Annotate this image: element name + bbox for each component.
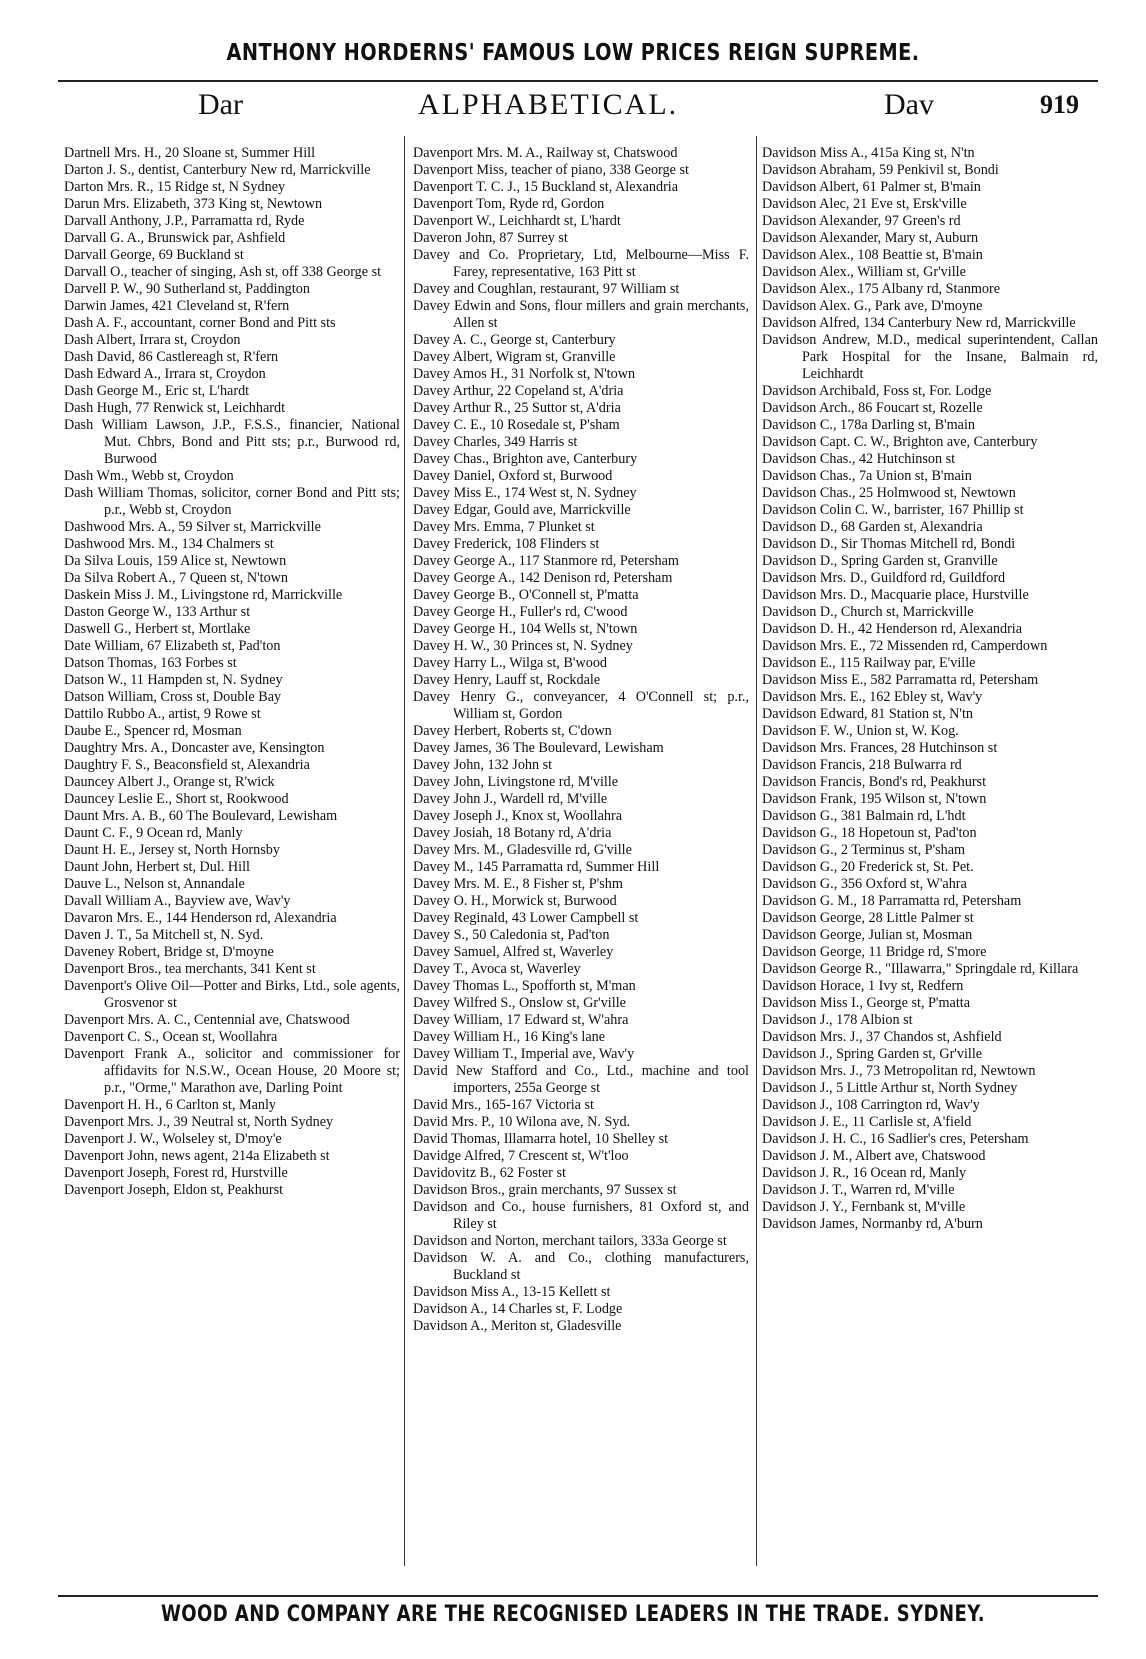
directory-entry: Davidson Alec, 21 Eve st, Ersk'ville	[762, 196, 967, 212]
directory-entry: Davey William T., Imperial ave, Wav'y	[413, 1046, 635, 1062]
directory-entry: Davidson Abraham, 59 Penkivil st, Bondi	[762, 162, 999, 178]
directory-entry: Davey Henry, Lauff st, Rockdale	[413, 672, 601, 688]
directory-entry: Davenport Mrs. M. A., Railway st, Chatswood	[413, 145, 678, 161]
column-divider	[404, 136, 405, 1566]
directory-entry: Davey Daniel, Oxford st, Burwood	[413, 468, 613, 484]
listing-column-3	[762, 145, 1098, 1233]
directory-entry: Davey Miss E., 174 West st, N. Sydney	[413, 485, 637, 501]
directory-entry: Davenport W., Leichhardt st, L'hardt	[413, 213, 621, 229]
directory-entry: Dash Edward A., Irrara st, Croydon	[64, 366, 266, 382]
directory-entry: Davidson Alexander, 97 Green's rd	[762, 213, 961, 229]
column-divider	[756, 136, 757, 1566]
directory-entry: Davey Charles, 349 Harris st	[413, 434, 578, 450]
directory-entry: Davidson J. Y., Fernbank st, M'ville	[762, 1199, 966, 1215]
directory-entry: Davidson J. T., Warren rd, M'ville	[762, 1182, 955, 1198]
directory-entry: Date William, 67 Elizabeth st, Pad'ton	[64, 638, 281, 654]
directory-entry: Davidson D., Spring Garden st, Granville	[762, 553, 998, 569]
directory-entry: Davey Chas., Brighton ave, Canterbury	[413, 451, 638, 467]
directory-entry: Da Silva Louis, 159 Alice st, Newtown	[64, 553, 287, 569]
directory-entry: Dash George M., Eric st, L'hardt	[64, 383, 250, 399]
directory-entry: Davey Frederick, 108 Flinders st	[413, 536, 600, 552]
directory-entry: Datson W., 11 Hampden st, N. Sydney	[64, 672, 283, 688]
directory-entry: Davey Arthur, 22 Copeland st, A'dria	[413, 383, 624, 399]
directory-entry: Davey M., 145 Parramatta rd, Summer Hill	[413, 859, 660, 875]
directory-entry: Darvall Anthony, J.P., Parramatta rd, Ryde	[64, 213, 305, 229]
directory-entry: Davidson Miss A., 13-15 Kellett st	[413, 1284, 611, 1300]
directory-entry: Davey Edwin and Sons, flour millers and grain merchants, Allen st	[413, 298, 749, 331]
directory-entry: Davidson Mrs. D., Macquarie place, Hurstville	[762, 587, 1029, 603]
directory-entry: David Thomas, Illamarra hotel, 10 Shelley st	[413, 1131, 669, 1147]
directory-entry: Davidson G., 18 Hopetoun st, Pad'ton	[762, 825, 977, 841]
directory-entry: Davey George B., O'Connell st, P'matta	[413, 587, 639, 603]
directory-entry: Davidson Horace, 1 Ivy st, Redfern	[762, 978, 964, 994]
directory-entry: Davey Herbert, Roberts st, C'down	[413, 723, 612, 739]
directory-entry: Darvall George, 69 Buckland st	[64, 247, 244, 263]
directory-entry: Davidson C., 178a Darling st, B'main	[762, 417, 975, 433]
directory-entry: Davidson J., 108 Carrington rd, Wav'y	[762, 1097, 980, 1113]
directory-entry: Davidson Capt. C. W., Brighton ave, Canterbury	[762, 434, 1038, 450]
right-guide-word: Dav	[884, 88, 934, 121]
directory-entry: Davey John, 132 John st	[413, 757, 553, 773]
directory-entry: Davenport John, news agent, 214a Elizabeth st	[64, 1148, 330, 1164]
directory-entry: Davidson J. E., 11 Carlisle st, A'field	[762, 1114, 972, 1130]
directory-entry: Davidson Chas., 25 Holmwood st, Newtown	[762, 485, 1016, 501]
directory-entry: Davey John, Livingstone rd, M'ville	[413, 774, 619, 790]
directory-entry: Darvell P. W., 90 Sutherland st, Paddington	[64, 281, 310, 297]
directory-entry: Davey Thomas L., Spofforth st, M'man	[413, 978, 636, 994]
directory-entry: Daube E., Spencer rd, Mosman	[64, 723, 242, 739]
directory-entry: Davidson Colin C. W., barrister, 167 Phillip st	[762, 502, 1024, 518]
directory-entry: Davidson Alex., 175 Albany rd, Stanmore	[762, 281, 1001, 297]
header-rule	[58, 80, 1098, 82]
directory-entry: Davidson George, Julian st, Mosman	[762, 927, 973, 943]
directory-entry: Davidson D., Church st, Marrickville	[762, 604, 974, 620]
directory-entry: Davenport Joseph, Forest rd, Hurstville	[64, 1165, 288, 1181]
directory-entry: Davidson J., Spring Garden st, Gr'ville	[762, 1046, 983, 1062]
directory-entry: Davenport J. W., Wolseley st, D'moy'e	[64, 1131, 282, 1147]
directory-entry: Davidson E., 115 Railway par, E'ville	[762, 655, 976, 671]
directory-entry: Daveron John, 87 Surrey st	[413, 230, 568, 246]
directory-entry: Dash William Lawson, J.P., F.S.S., financier, National Mut. Chbrs, Bond and Pitt sts; p.r., Burwood rd, Burwood	[64, 417, 400, 467]
directory-entry: Davidson and Co., house furnishers, 81 Oxford st, and Riley st	[413, 1199, 749, 1232]
directory-entry: Davenport Frank A., solicitor and commissioner for affidavits for N.S.W., Ocean House, 20 Moore st; p.r., "Orme," Marathon ave, Darling Point	[64, 1046, 400, 1096]
directory-entry: Davey Reginald, 43 Lower Campbell st	[413, 910, 639, 926]
directory-entry: Davenport T. C. J., 15 Buckland st, Alexandria	[413, 179, 679, 195]
directory-entry: Davenport's Olive Oil—Potter and Birks, Ltd., sole agents, Grosvenor st	[64, 978, 400, 1011]
directory-entry: Davey H. W., 30 Princes st, N. Sydney	[413, 638, 633, 654]
directory-entry: Davidson F. W., Union st, W. Kog.	[762, 723, 959, 739]
directory-entry: Daveney Robert, Bridge st, D'moyne	[64, 944, 274, 960]
directory-entry: Darwin James, 421 Cleveland st, R'fern	[64, 298, 290, 314]
directory-entry: Dash David, 86 Castlereagh st, R'fern	[64, 349, 279, 365]
directory-entry: Davidson G., 381 Balmain rd, L'hdt	[762, 808, 966, 824]
directory-entry: Davenport Miss, teacher of piano, 338 George st	[413, 162, 689, 178]
directory-entry: Davall William A., Bayview ave, Wav'y	[64, 893, 291, 909]
directory-entry: Dash A. F., accountant, corner Bond and Pitt sts	[64, 315, 336, 331]
directory-entry: Davey George A., 117 Stanmore rd, Petersham	[413, 553, 679, 569]
directory-entry: Daunt John, Herbert st, Dul. Hill	[64, 859, 250, 875]
directory-entry: Davidson Mrs. E., 162 Ebley st, Wav'y	[762, 689, 983, 705]
directory-entry: Dash Wm., Webb st, Croydon	[64, 468, 234, 484]
directory-entry: Davidson Mrs. E., 72 Missenden rd, Camperdown	[762, 638, 1048, 654]
directory-entry: Davey George A., 142 Denison rd, Petersham	[413, 570, 673, 586]
directory-entry: Davidson Bros., grain merchants, 97 Sussex st	[413, 1182, 677, 1198]
directory-entry: Davey Joseph J., Knox st, Woollahra	[413, 808, 623, 824]
directory-entry: Davidson Chas., 42 Hutchinson st	[762, 451, 956, 467]
directory-entry: Davidson G., 356 Oxford st, W'ahra	[762, 876, 967, 892]
directory-entry: Daunt C. F., 9 Ocean rd, Manly	[64, 825, 243, 841]
directory-entry: Dash Hugh, 77 Renwick st, Leichhardt	[64, 400, 286, 416]
directory-entry: Datson Thomas, 163 Forbes st	[64, 655, 237, 671]
directory-entry: Daughtry F. S., Beaconsfield st, Alexandria	[64, 757, 310, 773]
directory-entry: Davidson Francis, Bond's rd, Peakhurst	[762, 774, 987, 790]
directory-entry: Dash Albert, Irrara st, Croydon	[64, 332, 241, 348]
directory-entry: Daven J. T., 5a Mitchell st, N. Syd.	[64, 927, 264, 943]
directory-entry: Davenport Joseph, Eldon st, Peakhurst	[64, 1182, 284, 1198]
directory-entry: Davidson Mrs. D., Guildford rd, Guildford	[762, 570, 1006, 586]
directory-entry: Davey Edgar, Gould ave, Marrickville	[413, 502, 631, 518]
directory-entry: Davidson George, 28 Little Palmer st	[762, 910, 974, 926]
directory-entry: Davey Josiah, 18 Botany rd, A'dria	[413, 825, 612, 841]
directory-entry: Davidson George R., "Illawarra," Springdale rd, Killara	[762, 961, 1079, 977]
directory-entry: Davidson Mrs. J., 37 Chandos st, Ashfield	[762, 1029, 1002, 1045]
directory-entry: Davey Amos H., 31 Norfolk st, N'town	[413, 366, 636, 382]
directory-entry: Davidson W. A. and Co., clothing manufacturers, Buckland st	[413, 1250, 749, 1283]
directory-entry: Davidson George, 11 Bridge rd, S'more	[762, 944, 987, 960]
directory-entry: Davidson J. H. C., 16 Sadlier's cres, Petersham	[762, 1131, 1029, 1147]
directory-entry: Davidson Andrew, M.D., medical superintendent, Callan Park Hospital for the Insane, Balmain rd, Leichhardt	[762, 332, 1098, 382]
directory-entry: Davidson Edward, 81 Station st, N'tn	[762, 706, 974, 722]
listing-column-1	[64, 145, 400, 1199]
directory-entry: Dashwood Mrs. M., 134 Chalmers st	[64, 536, 274, 552]
directory-entry: Davidson Archibald, Foss st, For. Lodge	[762, 383, 992, 399]
directory-entry: Davaron Mrs. E., 144 Henderson rd, Alexandria	[64, 910, 337, 926]
directory-entry: Davidson Miss E., 582 Parramatta rd, Petersham	[762, 672, 1039, 688]
directory-entry: Dattilo Rubbo A., artist, 9 Rowe st	[64, 706, 261, 722]
directory-entry: Davidson and Norton, merchant tailors, 333a George st	[413, 1233, 727, 1249]
directory-entry: Davidson Miss I., George st, P'matta	[762, 995, 970, 1011]
directory-entry: Davey Mrs. M., Gladesville rd, G'ville	[413, 842, 632, 858]
directory-entry: Davidson G., 20 Frederick st, St. Pet.	[762, 859, 974, 875]
directory-entry: David Mrs. P., 10 Wilona ave, N. Syd.	[413, 1114, 631, 1130]
directory-entry: Davey Samuel, Alfred st, Waverley	[413, 944, 614, 960]
directory-entry: Davey C. E., 10 Rosedale st, P'sham	[413, 417, 620, 433]
directory-entry: Davidson Francis, 218 Bulwarra rd	[762, 757, 962, 773]
footer-rule	[58, 1595, 1098, 1597]
directory-entry: Davidson Alexander, Mary st, Auburn	[762, 230, 979, 246]
directory-entry: Da Silva Robert A., 7 Queen st, N'town	[64, 570, 289, 586]
directory-entry: Davenport Mrs. J., 39 Neutral st, North Sydney	[64, 1114, 334, 1130]
directory-entry: Davidson Mrs. J., 73 Metropolitan rd, Newtown	[762, 1063, 1036, 1079]
directory-entry: Davenport Mrs. A. C., Centennial ave, Chatswood	[64, 1012, 350, 1028]
directory-entry: Datson William, Cross st, Double Bay	[64, 689, 282, 705]
section-title: ALPHABETICAL.	[418, 88, 679, 121]
directory-entry: Dauncey Leslie E., Short st, Rookwood	[64, 791, 289, 807]
directory-entry: Davidson G., 2 Terminus st, P'sham	[762, 842, 966, 858]
directory-entry: Davidge Alfred, 7 Crescent st, W't'loo	[413, 1148, 629, 1164]
directory-entry: Davey S., 50 Caledonia st, Pad'ton	[413, 927, 610, 943]
directory-entry: David New Stafford and Co., Ltd., machine and tool importers, 255a George st	[413, 1063, 749, 1096]
directory-entry: Davidson J. R., 16 Ocean rd, Manly	[762, 1165, 967, 1181]
left-guide-word: Dar	[198, 88, 243, 121]
directory-entry: Davidson Frank, 195 Wilson st, N'town	[762, 791, 987, 807]
directory-entry: Davidson J. M., Albert ave, Chatswood	[762, 1148, 986, 1164]
directory-entry: Darton Mrs. R., 15 Ridge st, N Sydney	[64, 179, 286, 195]
directory-entry: Daunt H. E., Jersey st, North Hornsby	[64, 842, 280, 858]
directory-entry: Davidson Arch., 86 Foucart st, Rozelle	[762, 400, 983, 416]
directory-entry: Davidson Alex., William st, Gr'ville	[762, 264, 966, 280]
directory-entry: Davidson D., 68 Garden st, Alexandria	[762, 519, 983, 535]
listing-column-2	[413, 145, 749, 1335]
directory-entry: Davenport Bros., tea merchants, 341 Kent st	[64, 961, 316, 977]
directory-entry: Davey William, 17 Edward st, W'ahra	[413, 1012, 629, 1028]
directory-entry: Daunt Mrs. A. B., 60 The Boulevard, Lewisham	[64, 808, 338, 824]
directory-entry: Davey Mrs. M. E., 8 Fisher st, P'shm	[413, 876, 623, 892]
directory-entry: Davidson D., Sir Thomas Mitchell rd, Bondi	[762, 536, 1016, 552]
directory-entry: Davidson Alfred, 134 Canterbury New rd, Marrickville	[762, 315, 1076, 331]
directory-entry: Davey George H., 104 Wells st, N'town	[413, 621, 638, 637]
directory-entry: Davey Albert, Wigram st, Granville	[413, 349, 616, 365]
directory-entry: Davidson J., 178 Albion st	[762, 1012, 913, 1028]
directory-entry: Daswell G., Herbert st, Mortlake	[64, 621, 251, 637]
directory-entry: Daskein Miss J. M., Livingstone rd, Marrickville	[64, 587, 343, 603]
directory-entry: Davidson Mrs. Frances, 28 Hutchinson st	[762, 740, 998, 756]
directory-entry: Davey O. H., Morwick st, Burwood	[413, 893, 617, 909]
directory-entry: Davidson A., 14 Charles st, F. Lodge	[413, 1301, 623, 1317]
directory-entry: Davidson Miss A., 415a King st, N'tn	[762, 145, 975, 161]
directory-entry: Davidson A., Meriton st, Gladesville	[413, 1318, 622, 1334]
directory-entry: Davenport H. H., 6 Carlton st, Manly	[64, 1097, 276, 1113]
directory-entry: Davidovitz B., 62 Foster st	[413, 1165, 566, 1181]
directory-entry: Davenport C. S., Ocean st, Woollahra	[64, 1029, 278, 1045]
directory-entry: Dash William Thomas, solicitor, corner Bond and Pitt sts; p.r., Webb st, Croydon	[64, 485, 400, 518]
directory-entry: Davidson Alex. G., Park ave, D'moyne	[762, 298, 983, 314]
top-advertising-banner: ANTHONY HORDERNS' FAMOUS LOW PRICES REIGN SUPREME.	[226, 40, 920, 66]
directory-entry: Dartnell Mrs. H., 20 Sloane st, Summer Hill	[64, 145, 316, 161]
directory-entry: Davey William H., 16 King's lane	[413, 1029, 606, 1045]
directory-entry: Davidson D. H., 42 Henderson rd, Alexandria	[762, 621, 1023, 637]
directory-entry: Davenport Tom, Ryde rd, Gordon	[413, 196, 605, 212]
directory-entry: Davidson Chas., 7a Union st, B'main	[762, 468, 972, 484]
directory-entry: Davidson James, Normanby rd, A'burn	[762, 1216, 983, 1232]
bottom-advertising-banner: WOOD AND COMPANY ARE THE RECOGNISED LEADERS IN THE TRADE. SYDNEY.	[160, 1602, 986, 1627]
directory-entry: Darton J. S., dentist, Canterbury New rd, Marrickville	[64, 162, 371, 178]
directory-entry: David Mrs., 165-167 Victoria st	[413, 1097, 594, 1113]
directory-entry: Davey Wilfred S., Onslow st, Gr'ville	[413, 995, 626, 1011]
directory-entry: Dauve L., Nelson st, Annandale	[64, 876, 245, 892]
directory-entry: Davey T., Avoca st, Waverley	[413, 961, 581, 977]
directory-entry: Darvall O., teacher of singing, Ash st, off 338 George st	[64, 264, 382, 280]
directory-entry: Davidson G. M., 18 Parramatta rd, Petersham	[762, 893, 1022, 909]
directory-entry: Davey and Coughlan, restaurant, 97 William st	[413, 281, 680, 297]
directory-entry: Davidson Albert, 61 Palmer st, B'main	[762, 179, 981, 195]
directory-entry: Davey Arthur R., 25 Suttor st, A'dria	[413, 400, 621, 416]
directory-entry: Davey Henry G., conveyancer, 4 O'Connell st; p.r., William st, Gordon	[413, 689, 749, 722]
directory-entry: Davidson J., 5 Little Arthur st, North Sydney	[762, 1080, 1018, 1096]
directory-entry: Daston George W., 133 Arthur st	[64, 604, 251, 620]
directory-entry: Darvall G. A., Brunswick par, Ashfield	[64, 230, 286, 246]
directory-entry: Davey Mrs. Emma, 7 Plunket st	[413, 519, 595, 535]
directory-entry: Darun Mrs. Elizabeth, 373 King st, Newtown	[64, 196, 323, 212]
page-number: 919	[1040, 90, 1079, 119]
directory-entry: Davey and Co. Proprietary, Ltd, Melbourne—Miss F. Farey, representative, 163 Pitt st	[413, 247, 749, 280]
directory-entry: Davey James, 36 The Boulevard, Lewisham	[413, 740, 664, 756]
directory-entry: Dauncey Albert J., Orange st, R'wick	[64, 774, 275, 790]
directory-entry: Dashwood Mrs. A., 59 Silver st, Marrickville	[64, 519, 321, 535]
directory-entry: Davey A. C., George st, Canterbury	[413, 332, 616, 348]
directory-entry: Davidson Alex., 108 Beattie st, B'main	[762, 247, 983, 263]
directory-entry: Davey John J., Wardell rd, M'ville	[413, 791, 608, 807]
directory-entry: Davey Harry L., Wilga st, B'wood	[413, 655, 608, 671]
directory-entry: Daughtry Mrs. A., Doncaster ave, Kensington	[64, 740, 325, 756]
directory-entry: Davey George H., Fuller's rd, C'wood	[413, 604, 628, 620]
